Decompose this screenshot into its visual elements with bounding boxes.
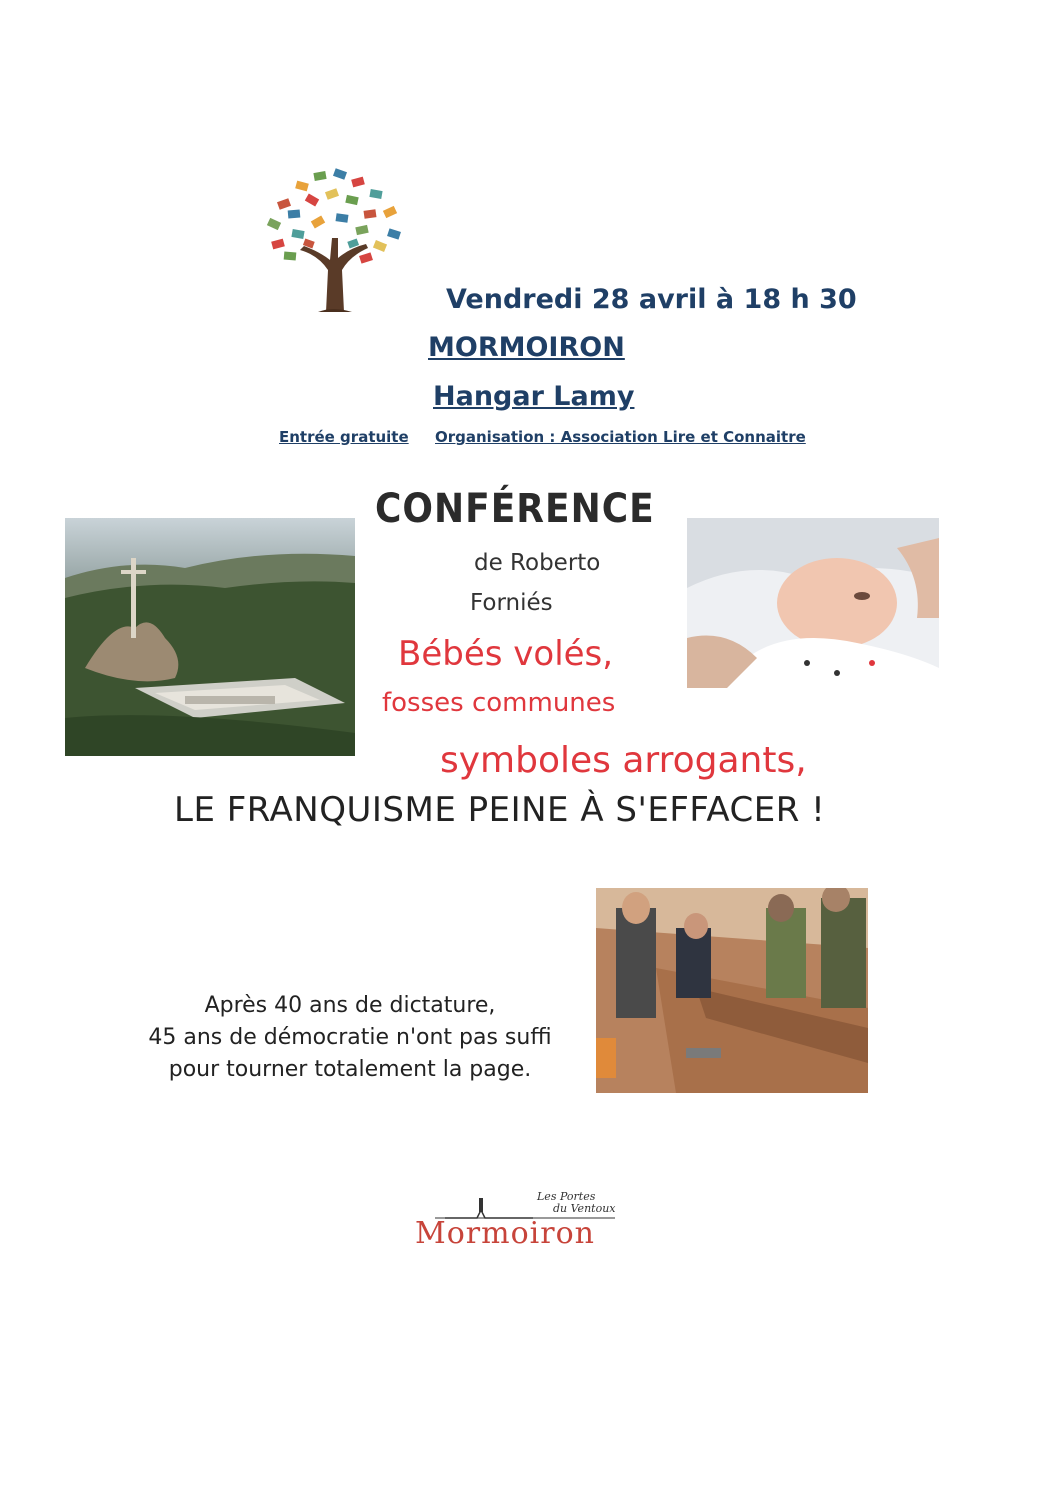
- logo-subtitle-1: Les Portes: [537, 1190, 596, 1203]
- closing-paragraph: [130, 990, 570, 1086]
- entry-info: Entrée gratuite: [279, 428, 409, 446]
- organisation-info: Organisation : Association Lire et Connaitre: [435, 428, 806, 446]
- tagline: LE FRANQUISME PEINE À S'EFFACER !: [174, 790, 826, 830]
- topic-arrogant-symbols: symboles arrogants,: [440, 740, 807, 781]
- topic-mass-graves: fosses communes: [382, 688, 616, 718]
- logo-town-name: Mormoiron: [415, 1216, 595, 1251]
- speaker-line-2: Forniés: [470, 590, 553, 616]
- conference-title: CONFÉRENCE: [375, 486, 655, 532]
- closing-line-2: 45 ans de démocratie n'ont pas suffi: [148, 1025, 552, 1050]
- baby-photo: [687, 518, 939, 688]
- event-town: MORMOIRON: [428, 332, 625, 363]
- topic-stolen-babies: Bébés volés,: [398, 634, 614, 674]
- speaker-line-1: de Roberto: [474, 550, 601, 576]
- event-venue: Hangar Lamy: [433, 381, 635, 412]
- mormoiron-logo: [415, 1190, 640, 1255]
- logo-subtitle-2: du Ventoux: [553, 1202, 616, 1215]
- monument-photo: [65, 518, 355, 756]
- book-tree-logo: [248, 160, 418, 315]
- excavation-photo: [596, 888, 868, 1093]
- closing-line-1: Après 40 ans de dictature,: [204, 993, 496, 1018]
- closing-line-3: pour tourner totalement la page.: [168, 1057, 532, 1082]
- event-date-time: Vendredi 28 avril à 18 h 30: [446, 284, 857, 315]
